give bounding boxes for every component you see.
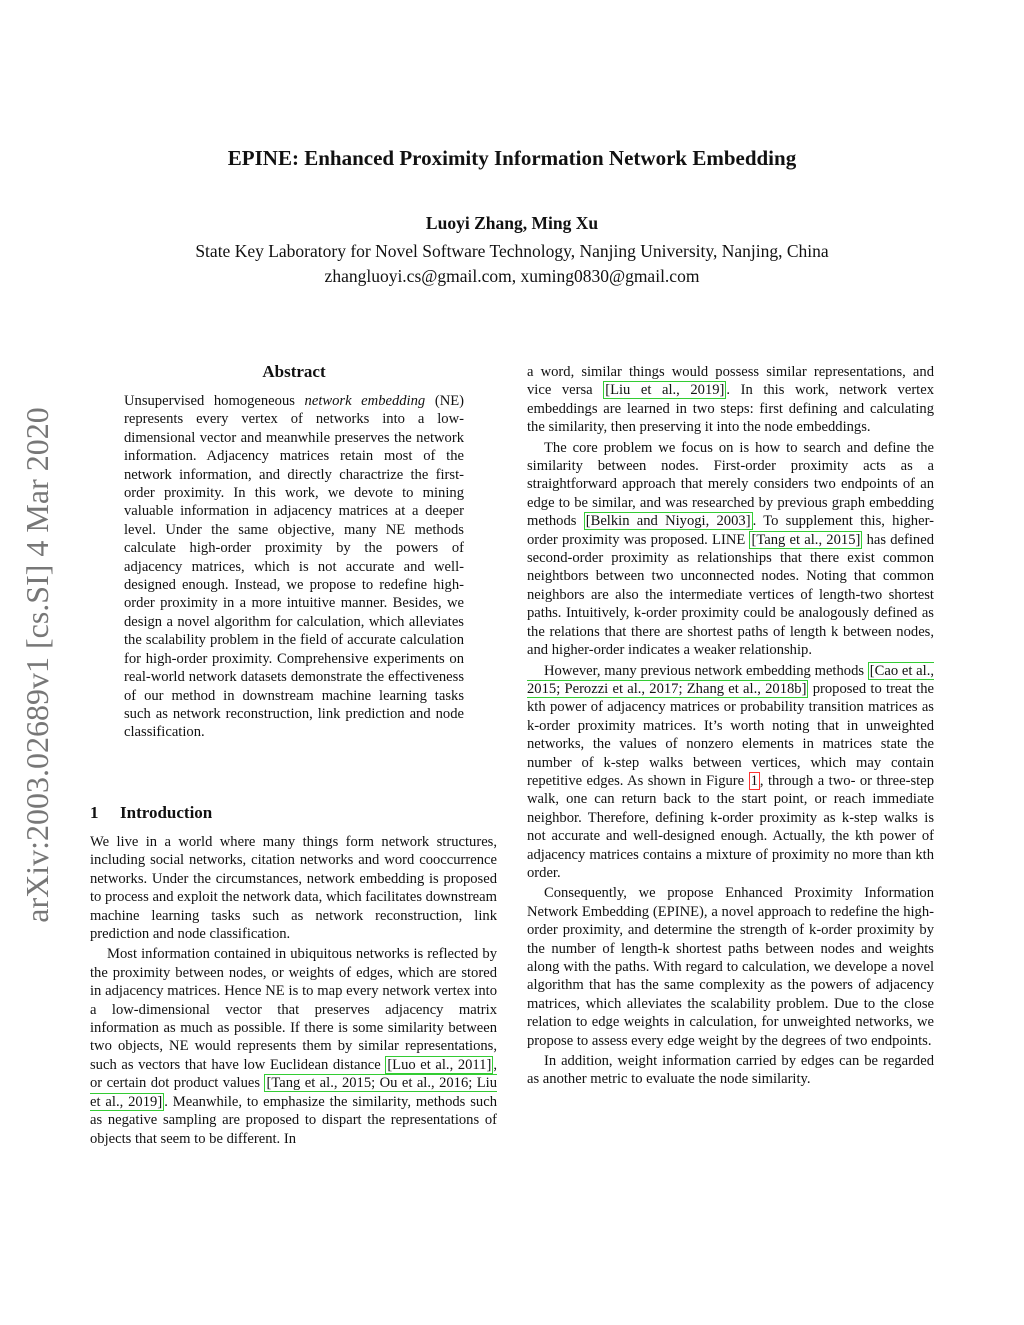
paragraph-text: , through a two- or three-step walk, one can return back to the start point, or reach immediate neighbor. Therefore, defining k-order proximity as k-step walks is not accurate and well-designed enough. Actually, the kth power of adjacency matrices contains a mixture of proximity no more than kth order.: [527, 772, 934, 881]
paragraph-text: However, many previous network embedding methods: [544, 662, 868, 679]
abstract-text: [124, 392, 464, 742]
right-paragraph-5: In addition, weight information carried by edges can be regarded as another metric to evaluate the node similarity.: [527, 1053, 934, 1088]
arxiv-sidebar: [12, 370, 62, 960]
intro-paragraph-2: [90, 945, 497, 1147]
right-paragraph-1: [527, 363, 934, 437]
section-heading-introduction: [90, 803, 497, 823]
abstract-emphasis: network embedding: [304, 393, 426, 409]
paragraph-text: The core problem we focus on is how to search and define the similarity between nodes. First-order proximity acts as a straightforward approach that merely considers two endpoints of an edge to be similar, and was researched by previous graph embedding methods: [527, 439, 934, 530]
citation-link[interactable]: [Luo et al., 2011]: [387, 1056, 492, 1073]
left-column: [90, 803, 497, 1148]
paragraph-text: has defined second-order proximity as relationships that there exist common neightbors between two unconnected nodes. Noting that common neighbors are also the intermediate vertices of length-two shortest paths. Intuitively, k-order proximity could be analogously defined as the relations that there are shortest paths of length k between nodes, and higher-order indicates a weaker relationship.: [527, 531, 934, 659]
paragraph-text: Most information contained in ubiquitous networks is reflected by the proximity between nodes, or weights of edges, which are stored in adjacency matrices. Hence NE is to map every network vertex into a low-dimensional vector that preserves adjacency matrix information as much as possible. If there is some similarity between two objects, NE would represents them by similar representations, such as vectors that have low Euclidean distance: [90, 946, 497, 1073]
abstract-text-part: (NE) represents every vertex of networks into a low-dimensional vector and meanwhile preserves the network information. Adjacency matrices retain most of the network information, and directly charactrize the first-order proximity. In this work, we devote to mining valuable information in adjacency matrices at a deeper level. Under the same objective, many NE methods calculate high-order proximity by the powers of adjacency matrices, which is not accurate and well-designed enough. Instead, we propose to redefine high-order proximity in a more intuitive manner. Besides, we design a novel algorithm for calculation, which alleviates the scalability problem in the field of accurate calculation for high-order proximity. Comprehensive experiments on real-world network datasets demonstrate the effectiveness of our method in downstream machine learning tasks such as network reconstruction, link prediction and node classification.: [124, 393, 465, 741]
section-title: Introduction: [120, 803, 213, 822]
right-paragraph-2: [527, 439, 934, 660]
right-paragraph-3: [527, 662, 934, 883]
paper-title: EPINE: Enhanced Proximity Information Network Embedding: [227, 146, 797, 170]
paper-authors: Luoyi Zhang, Ming Xu: [425, 213, 599, 233]
figure-reference-link[interactable]: 1: [750, 772, 758, 789]
affiliation: State Key Laboratory for Novel Software Technology, Nanjing University, Nanjing, China: [195, 241, 829, 261]
author-emails: zhangluoyi.cs@gmail.com, xuming0830@gmail.com: [324, 266, 700, 286]
paragraph-text: a word, similar things would possess similar representations, and vice versa: [527, 364, 934, 399]
citation-link[interactable]: [Cao et al., 2015; Perozzi et al., 2017; Zhang et al., 2018b]: [527, 662, 935, 697]
citation-link[interactable]: [Belkin and Niyogi, 2003]: [585, 513, 751, 530]
section-number: 1: [90, 803, 99, 822]
paragraph-text: proposed to treat the kth power of adjacency matrices or probability transition matrices as k-order proximity matrices. It’s worth noting that in unweighted networks, the values of nonzero elements in matrices state the number of k-step walks between vertices, which may contain repetitive edges. As shown in Figure: [527, 680, 935, 789]
right-paragraph-4: Consequently, we propose Enhanced Proximity Information Network Embedding (EPINE), a novel approach to redefine the high-order proximity, and determine the strength of k-order proximity by the number of length-k shortest paths between nodes and weights along with the paths. With regard to calculation, we develope a novel algorithm that has the same complexity as the powers of adjacency matrices, which alleviates the scalability problem. Due to the close relation to edge weights in calculation, for unweighted networks, we propose to assess every edge weight by the degrees of two endpoints.: [527, 885, 934, 1049]
paragraph-text: . In this work, network vertex embeddings are learned in two steps: first defining and calculating the similarity, then preserving it into the node embeddings.: [527, 382, 935, 436]
intro-paragraph-1: We live in a world where many things form network structures, including social networks, citation networks and word cooccurrence networks. Under the circumstances, network embedding is proposed to process and exploit the network data, which facilitates downstream machine learning tasks such as network reconstruction, link prediction and node classification.: [90, 834, 497, 943]
arxiv-identifier: arXiv:2003.02689v1 [cs.SI] 4 Mar 2020: [19, 407, 55, 923]
paragraph-text: , or certain dot product values: [90, 1056, 497, 1092]
right-column: [527, 363, 934, 1089]
citation-link[interactable]: [Liu et al., 2019]: [605, 382, 725, 399]
abstract-text-part: Unsupervised homogeneous: [124, 393, 305, 409]
citation-link[interactable]: [Tang et al., 2015; Ou et al., 2016; Liu et al., 2019]: [90, 1075, 497, 1110]
paragraph-text: . To supplement this, higher-order proximity was proposed. LINE: [527, 513, 935, 548]
citation-link[interactable]: [Tang et al., 2015]: [751, 531, 861, 548]
abstract-heading: Abstract: [262, 362, 326, 381]
author-affiliation-block: [0, 239, 1024, 289]
paragraph-text: . Meanwhile, to emphasize the similarity, methods such as negative sampling are proposed to dispart the representations of objects that seem to be different. In: [90, 1093, 497, 1147]
